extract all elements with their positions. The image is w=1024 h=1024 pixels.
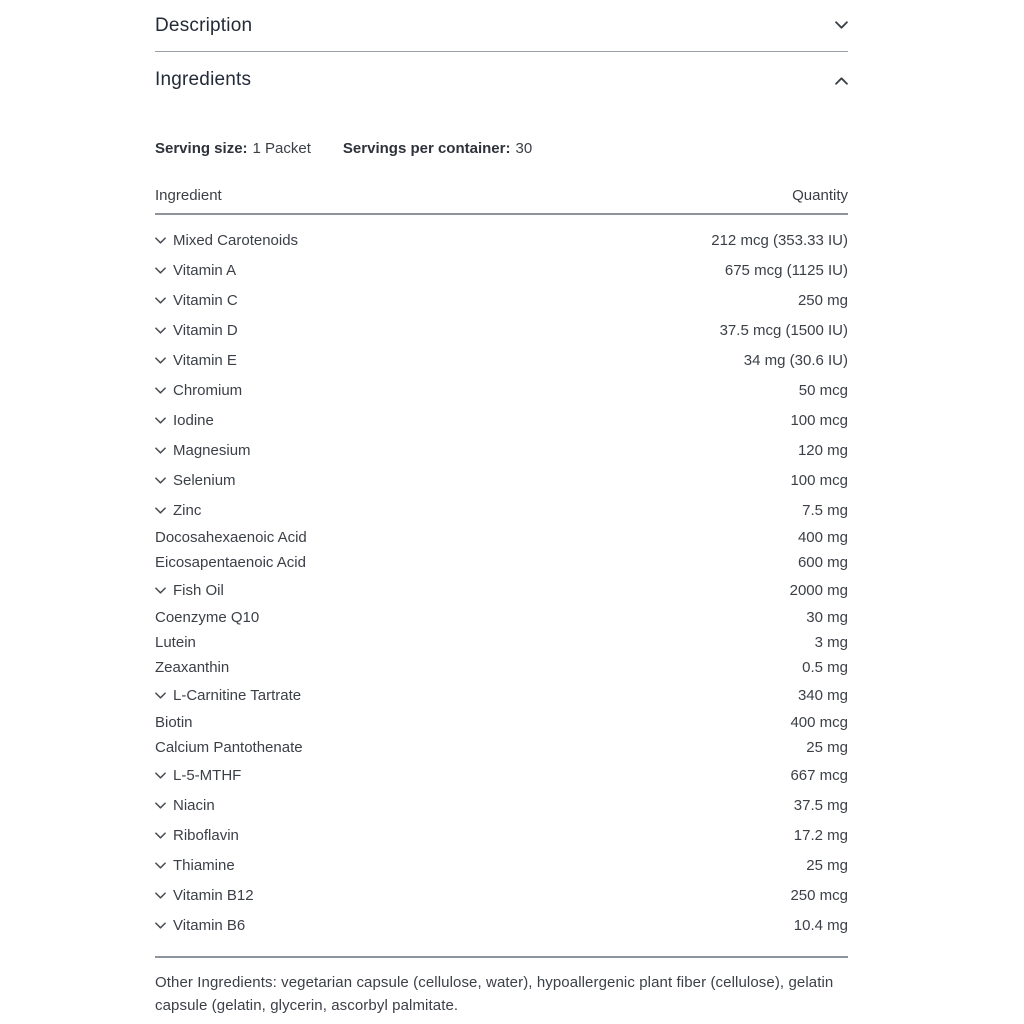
ingredient-cell bbox=[155, 582, 224, 599]
ingredient-quantity: 600 mg bbox=[797, 554, 848, 571]
ingredient-name: Eicosapentaenoic Acid bbox=[155, 554, 306, 571]
chevron-down-icon bbox=[155, 772, 166, 780]
table-row[interactable] bbox=[155, 315, 848, 345]
ingredient-quantity: 400 mg bbox=[797, 529, 848, 546]
chevron-down-icon bbox=[155, 237, 166, 245]
ingredient-name: Lutein bbox=[155, 634, 196, 651]
ingredient-quantity: 0.5 mg bbox=[802, 659, 848, 676]
ingredient-cell bbox=[155, 609, 259, 626]
ingredient-quantity: 7.5 mg bbox=[802, 501, 848, 519]
table-row[interactable] bbox=[155, 465, 848, 495]
table-row[interactable] bbox=[155, 255, 848, 285]
table-header bbox=[155, 187, 848, 215]
chevron-down-icon bbox=[155, 387, 166, 395]
table-row[interactable] bbox=[155, 225, 848, 255]
chevron-down-icon bbox=[835, 21, 848, 30]
ingredient-cell bbox=[155, 659, 229, 676]
ingredient-cell bbox=[155, 292, 238, 309]
table-row[interactable] bbox=[155, 850, 848, 880]
serving-size-value: 1 Packet bbox=[252, 140, 311, 157]
accordion-description[interactable] bbox=[155, 0, 848, 52]
table-row bbox=[155, 550, 848, 575]
ingredient-name: Vitamin B12 bbox=[173, 886, 254, 904]
chevron-down-icon bbox=[155, 892, 166, 900]
ingredient-quantity: 3 mg bbox=[814, 634, 848, 651]
table-row bbox=[155, 655, 848, 680]
table-row[interactable] bbox=[155, 375, 848, 405]
table-row[interactable] bbox=[155, 495, 848, 525]
table-row[interactable] bbox=[155, 680, 848, 710]
ingredient-name: Vitamin B6 bbox=[173, 916, 246, 934]
ingredient-name: Iodine bbox=[173, 411, 214, 429]
serving-size-label: Serving size: bbox=[155, 140, 248, 157]
ingredient-quantity: 120 mg bbox=[797, 441, 848, 459]
ingredient-quantity: 250 mg bbox=[797, 291, 848, 309]
table-row bbox=[155, 630, 848, 655]
table-row[interactable] bbox=[155, 285, 848, 315]
servings-per-container-value: 30 bbox=[515, 140, 533, 157]
ingredient-name: Thiamine bbox=[173, 856, 235, 874]
ingredients-panel bbox=[155, 0, 848, 1018]
ingredient-name: Docosahexaenoic Acid bbox=[155, 529, 307, 546]
table-row[interactable] bbox=[155, 435, 848, 465]
ingredient-name: Vitamin A bbox=[173, 261, 237, 279]
ingredient-quantity: 34 mg (30.6 IU) bbox=[743, 351, 848, 369]
ingredient-cell bbox=[155, 232, 298, 249]
ingredient-table bbox=[155, 215, 848, 940]
ingredient-cell bbox=[155, 502, 201, 519]
servings-per-container-label: Servings per container: bbox=[342, 140, 511, 157]
table-row[interactable] bbox=[155, 790, 848, 820]
ingredient-name: Calcium Pantothenate bbox=[155, 739, 303, 756]
table-row[interactable] bbox=[155, 760, 848, 790]
ingredient-quantity: 212 mcg (353.33 IU) bbox=[711, 231, 848, 249]
chevron-down-icon bbox=[155, 357, 166, 365]
chevron-down-icon bbox=[155, 507, 166, 515]
table-row[interactable] bbox=[155, 880, 848, 910]
chevron-down-icon bbox=[155, 477, 166, 485]
column-header-ingredient: Ingredient bbox=[155, 187, 222, 204]
ingredient-cell bbox=[155, 262, 236, 279]
chevron-up-icon bbox=[835, 76, 848, 85]
ingredient-cell bbox=[155, 714, 193, 731]
chevron-down-icon bbox=[155, 862, 166, 870]
chevron-down-icon bbox=[155, 922, 166, 930]
serving-info bbox=[155, 140, 848, 157]
ingredient-quantity: 400 mcg bbox=[790, 714, 848, 731]
ingredient-name: Biotin bbox=[155, 714, 193, 731]
table-row bbox=[155, 710, 848, 735]
servings-per-container bbox=[343, 140, 532, 157]
chevron-down-icon bbox=[155, 802, 166, 810]
chevron-down-icon bbox=[155, 832, 166, 840]
ingredient-cell bbox=[155, 767, 241, 784]
ingredient-cell bbox=[155, 917, 245, 934]
chevron-down-icon bbox=[155, 267, 166, 275]
ingredient-cell bbox=[155, 739, 303, 756]
ingredient-quantity: 50 mcg bbox=[798, 381, 848, 399]
ingredient-quantity: 100 mcg bbox=[790, 411, 848, 429]
chevron-down-icon bbox=[155, 587, 166, 595]
table-row bbox=[155, 605, 848, 630]
table-row[interactable] bbox=[155, 575, 848, 605]
ingredient-name: Vitamin C bbox=[173, 291, 238, 309]
ingredient-cell bbox=[155, 412, 214, 429]
table-row[interactable] bbox=[155, 910, 848, 940]
ingredient-name: Niacin bbox=[173, 796, 215, 814]
chevron-down-icon bbox=[155, 447, 166, 455]
ingredient-cell bbox=[155, 472, 236, 489]
column-header-quantity: Quantity bbox=[792, 187, 848, 204]
ingredient-quantity: 667 mcg bbox=[790, 766, 848, 784]
ingredient-name: Zeaxanthin bbox=[155, 659, 230, 676]
ingredient-name: Fish Oil bbox=[173, 581, 224, 599]
ingredient-name: Vitamin E bbox=[173, 351, 237, 369]
ingredient-quantity: 17.2 mg bbox=[793, 826, 848, 844]
ingredient-cell bbox=[155, 827, 239, 844]
table-row bbox=[155, 735, 848, 760]
ingredient-name: L-Carnitine Tartrate bbox=[173, 686, 302, 704]
chevron-down-icon bbox=[155, 297, 166, 305]
ingredient-quantity: 37.5 mcg (1500 IU) bbox=[719, 321, 848, 339]
table-row bbox=[155, 525, 848, 550]
ingredient-name: Zinc bbox=[173, 501, 202, 519]
ingredient-quantity: 30 mg bbox=[806, 609, 848, 626]
ingredient-name: Mixed Carotenoids bbox=[173, 231, 299, 249]
ingredient-name: L-5-MTHF bbox=[173, 766, 242, 784]
footer-divider bbox=[155, 956, 848, 958]
ingredient-name: Magnesium bbox=[173, 441, 251, 459]
ingredient-name: Coenzyme Q10 bbox=[155, 609, 260, 626]
ingredient-name: Riboflavin bbox=[173, 826, 239, 844]
ingredient-quantity: 100 mcg bbox=[790, 471, 848, 489]
ingredient-quantity: 25 mg bbox=[806, 739, 848, 756]
ingredient-quantity: 10.4 mg bbox=[793, 916, 848, 934]
ingredient-cell bbox=[155, 529, 307, 546]
ingredient-quantity: 675 mcg (1125 IU) bbox=[724, 261, 848, 279]
ingredient-cell bbox=[155, 352, 237, 369]
ingredient-cell bbox=[155, 687, 301, 704]
ingredient-quantity: 37.5 mg bbox=[793, 796, 848, 814]
accordion-description-label: Description bbox=[155, 14, 253, 36]
chevron-down-icon bbox=[155, 417, 166, 425]
table-row[interactable] bbox=[155, 820, 848, 850]
ingredient-quantity: 340 mg bbox=[797, 686, 848, 704]
table-row[interactable] bbox=[155, 405, 848, 435]
ingredient-quantity: 250 mcg bbox=[790, 886, 848, 904]
ingredient-name: Vitamin D bbox=[173, 321, 238, 339]
ingredient-cell bbox=[155, 857, 235, 874]
ingredient-quantity: 2000 mg bbox=[789, 581, 848, 599]
ingredient-cell bbox=[155, 382, 242, 399]
ingredient-cell bbox=[155, 887, 254, 904]
ingredient-cell bbox=[155, 797, 215, 814]
ingredient-cell bbox=[155, 634, 196, 651]
accordion-ingredients-label: Ingredients bbox=[155, 69, 252, 90]
ingredient-name: Selenium bbox=[173, 471, 236, 489]
ingredient-cell bbox=[155, 554, 306, 571]
chevron-down-icon bbox=[155, 692, 166, 700]
table-row[interactable] bbox=[155, 345, 848, 375]
other-ingredients-text: Other Ingredients: vegetarian capsule (cellulose, water), hypoallergenic plant fiber (cellulose), gelatin capsule (gelatin, glycerin, ascorbyl palmitate. bbox=[155, 974, 834, 1015]
accordion-ingredients[interactable] bbox=[155, 52, 848, 108]
ingredient-quantity: 25 mg bbox=[806, 856, 848, 874]
ingredient-name: Chromium bbox=[173, 381, 243, 399]
ingredient-cell bbox=[155, 442, 251, 459]
ingredient-cell bbox=[155, 322, 238, 339]
chevron-down-icon bbox=[155, 327, 166, 335]
serving-size bbox=[155, 140, 311, 157]
